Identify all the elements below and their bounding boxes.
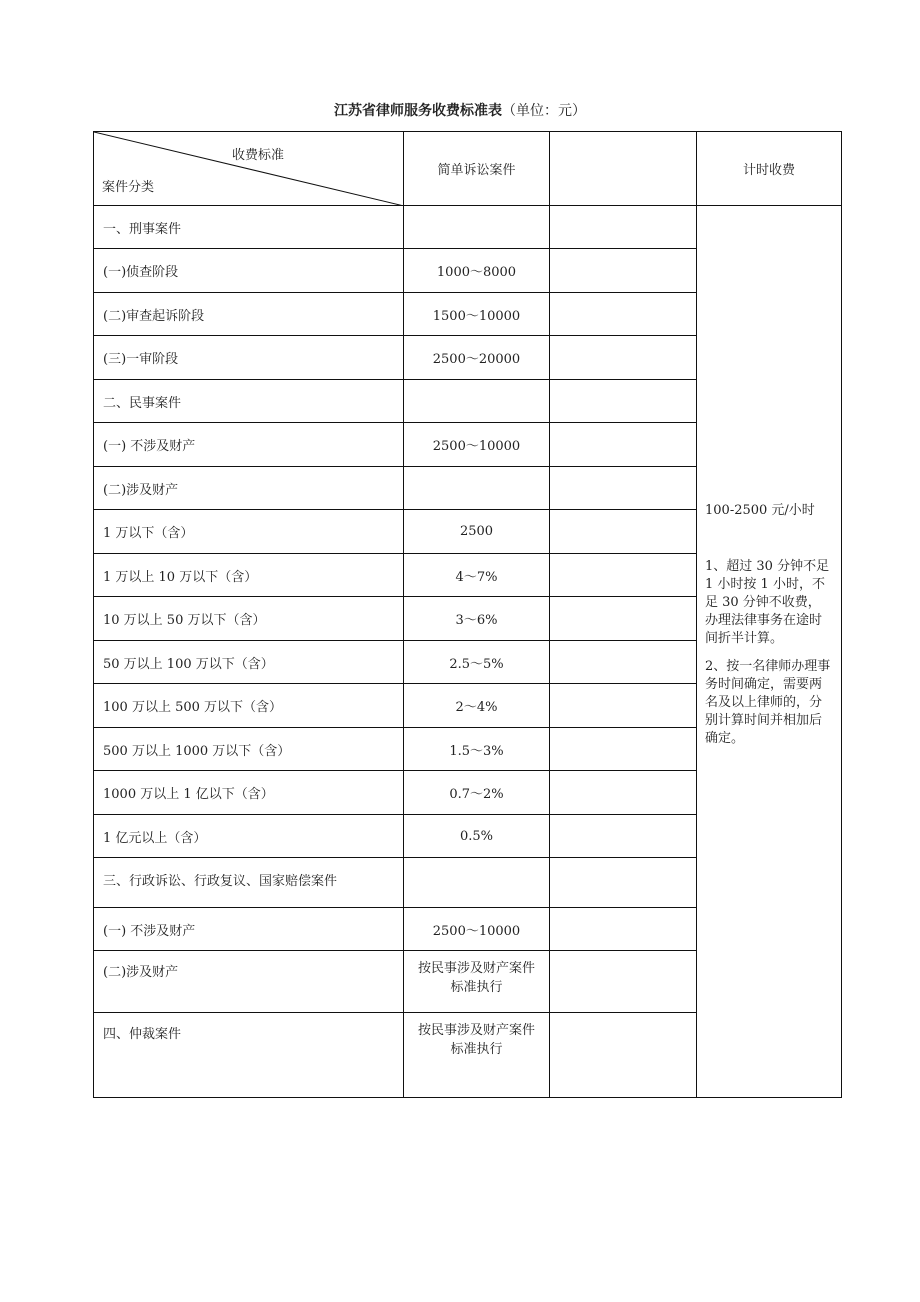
category-cell: (一) 不涉及财产 xyxy=(94,908,404,951)
hourly-note-2: 2、按一名律师办理事务时间确定，需要两名及以上律师的，分别计算时间并相加后确定。 xyxy=(705,659,831,746)
hourly-fee-cell xyxy=(697,206,842,1098)
empty-cell xyxy=(550,467,697,510)
fee-cell: 按民事涉及财产案件标准执行 xyxy=(404,1013,550,1098)
fee-standard-table xyxy=(93,131,842,1098)
empty-cell xyxy=(550,249,697,293)
category-cell: (三)一审阶段 xyxy=(94,336,404,380)
empty-cell xyxy=(550,423,697,467)
category-cell: 100 万以上 500 万以下（含） xyxy=(94,684,404,728)
category-cell: 10 万以上 50 万以下（含） xyxy=(94,597,404,641)
fee-cell: 2500～20000 xyxy=(404,336,550,380)
empty-cell xyxy=(550,336,697,380)
header-simple-litigation: 简单诉讼案件 xyxy=(404,132,550,206)
header-row xyxy=(94,132,842,206)
table-row xyxy=(94,206,842,249)
empty-cell xyxy=(550,684,697,728)
fee-cell: 1000～8000 xyxy=(404,249,550,293)
category-cell: 四、仲裁案件 xyxy=(94,1013,404,1098)
category-cell: (一)侦查阶段 xyxy=(94,249,404,293)
fee-cell: 按民事涉及财产案件标准执行 xyxy=(404,951,550,1013)
header-fee-standard: 收费标准 xyxy=(232,148,285,163)
category-cell: 50 万以上 100 万以下（含） xyxy=(94,641,404,684)
empty-cell xyxy=(550,951,697,1013)
empty-cell xyxy=(550,908,697,951)
header-case-category: 案件分类 xyxy=(102,180,155,195)
empty-cell xyxy=(550,554,697,597)
category-cell: 500 万以上 1000 万以下（含） xyxy=(94,728,404,771)
fee-cell: 1500～10000 xyxy=(404,293,550,336)
empty-cell xyxy=(550,293,697,336)
fee-cell: 0.5% xyxy=(404,815,550,858)
category-cell: (二)涉及财产 xyxy=(94,467,404,510)
empty-cell xyxy=(550,380,697,423)
fee-cell: 2.5～5% xyxy=(404,641,550,684)
header-empty xyxy=(550,132,697,206)
fee-cell xyxy=(404,467,550,510)
category-cell: 1 万以下（含） xyxy=(94,510,404,554)
diagonal-header-cell xyxy=(94,132,404,206)
category-cell: 1000 万以上 1 亿以下（含） xyxy=(94,771,404,815)
fee-cell: 4～7% xyxy=(404,554,550,597)
fee-cell xyxy=(404,380,550,423)
empty-cell xyxy=(550,206,697,249)
category-cell: (二)涉及财产 xyxy=(94,951,404,1013)
empty-cell xyxy=(550,597,697,641)
category-cell: (二)审查起诉阶段 xyxy=(94,293,404,336)
empty-cell xyxy=(550,641,697,684)
header-hourly: 计时收费 xyxy=(697,132,842,206)
fee-cell: 1.5～3% xyxy=(404,728,550,771)
fee-cell: 2500～10000 xyxy=(404,908,550,951)
category-cell: 1 万以上 10 万以下（含） xyxy=(94,554,404,597)
empty-cell xyxy=(550,728,697,771)
category-cell: 一、刑事案件 xyxy=(94,206,404,249)
category-cell: 1 亿元以上（含） xyxy=(94,815,404,858)
category-cell: 三、行政诉讼、行政复议、国家赔偿案件 xyxy=(94,858,404,908)
empty-cell xyxy=(550,858,697,908)
category-cell: (一) 不涉及财产 xyxy=(94,423,404,467)
title-main: 江苏省律师服务收费标准表 xyxy=(334,103,502,119)
fee-cell: 2～4% xyxy=(404,684,550,728)
fee-cell xyxy=(404,206,550,249)
empty-cell xyxy=(550,815,697,858)
fee-cell: 2500 xyxy=(404,510,550,554)
empty-cell xyxy=(550,1013,697,1098)
empty-cell xyxy=(550,771,697,815)
hourly-rate: 100-2500 元/小时 xyxy=(705,503,815,518)
fee-cell: 0.7～2% xyxy=(404,771,550,815)
fee-cell xyxy=(404,858,550,908)
document-title xyxy=(0,100,920,120)
hourly-note-1: 1、超过 30 分钟不足 1 小时按 1 小时，不足 30 分钟不收费，办理法律事务在途时间折半计算。 xyxy=(705,559,830,646)
title-unit: （单位：元） xyxy=(502,103,586,119)
fee-cell: 2500～10000 xyxy=(404,423,550,467)
category-cell: 二、民事案件 xyxy=(94,380,404,423)
fee-cell: 3～6% xyxy=(404,597,550,641)
empty-cell xyxy=(550,510,697,554)
